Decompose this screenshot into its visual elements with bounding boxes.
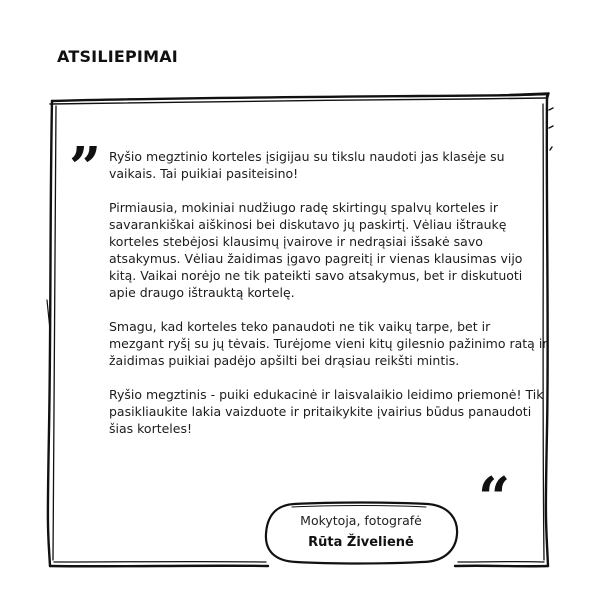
closing-quote-mark: “ [478,465,511,531]
testimonial-text [109,148,549,437]
author-role: Mokytoja, fotografė [300,513,422,528]
testimonial-paragraph: Smagu, kad korteles teko panaudoti ne tik vaikų tarpe, bet ir mezgant ryšį su jų tėvais. Turėjome vieni kitų gilesnio pažinimo ratą ir žaidimas puikiai padėjo apšilti bei drąsiau reikšti mintis. [109,319,548,368]
testimonial-paragraph: Ryšio megztinio korteles įsigijau su tikslu naudoti jas klasėje su vaikais. Tai puikiai pasiteisino! [109,149,505,181]
author-badge-outline [262,500,460,566]
author-badge [262,500,460,566]
opening-quote-mark: „ [70,103,103,169]
testimonial-paragraph: Ryšio megztinis - puiki edukacinė ir laisvalaikio leidimo priemonė! Tik pasikliaukite lakia vaizduote ir pritaikykite įvairius būdus panaudoti šias korteles! [109,387,544,436]
page-title: ATSILIEPIMAI [57,47,178,66]
testimonial-paragraph: Pirmiausia, mokiniai nudžiugo radę skirtingų spalvų korteles ir savarankiškai aiškinosi bei diskutavo jų paskirtį. Vėliau ištraukę korteles stebėjosi klausimų įvairove ir nedrąsiai išsakė savo atsakymus. Vėliau žaidimas įgavo pagreitį ir vienas klausimas vijo kitą. Vaikai norėjo ne tik pateikti savo atsakymus, bet ir diskutuoti apie draugo ištrauktą kortelę. [109,200,523,300]
author-name: Rūta Živelienė [308,535,414,550]
